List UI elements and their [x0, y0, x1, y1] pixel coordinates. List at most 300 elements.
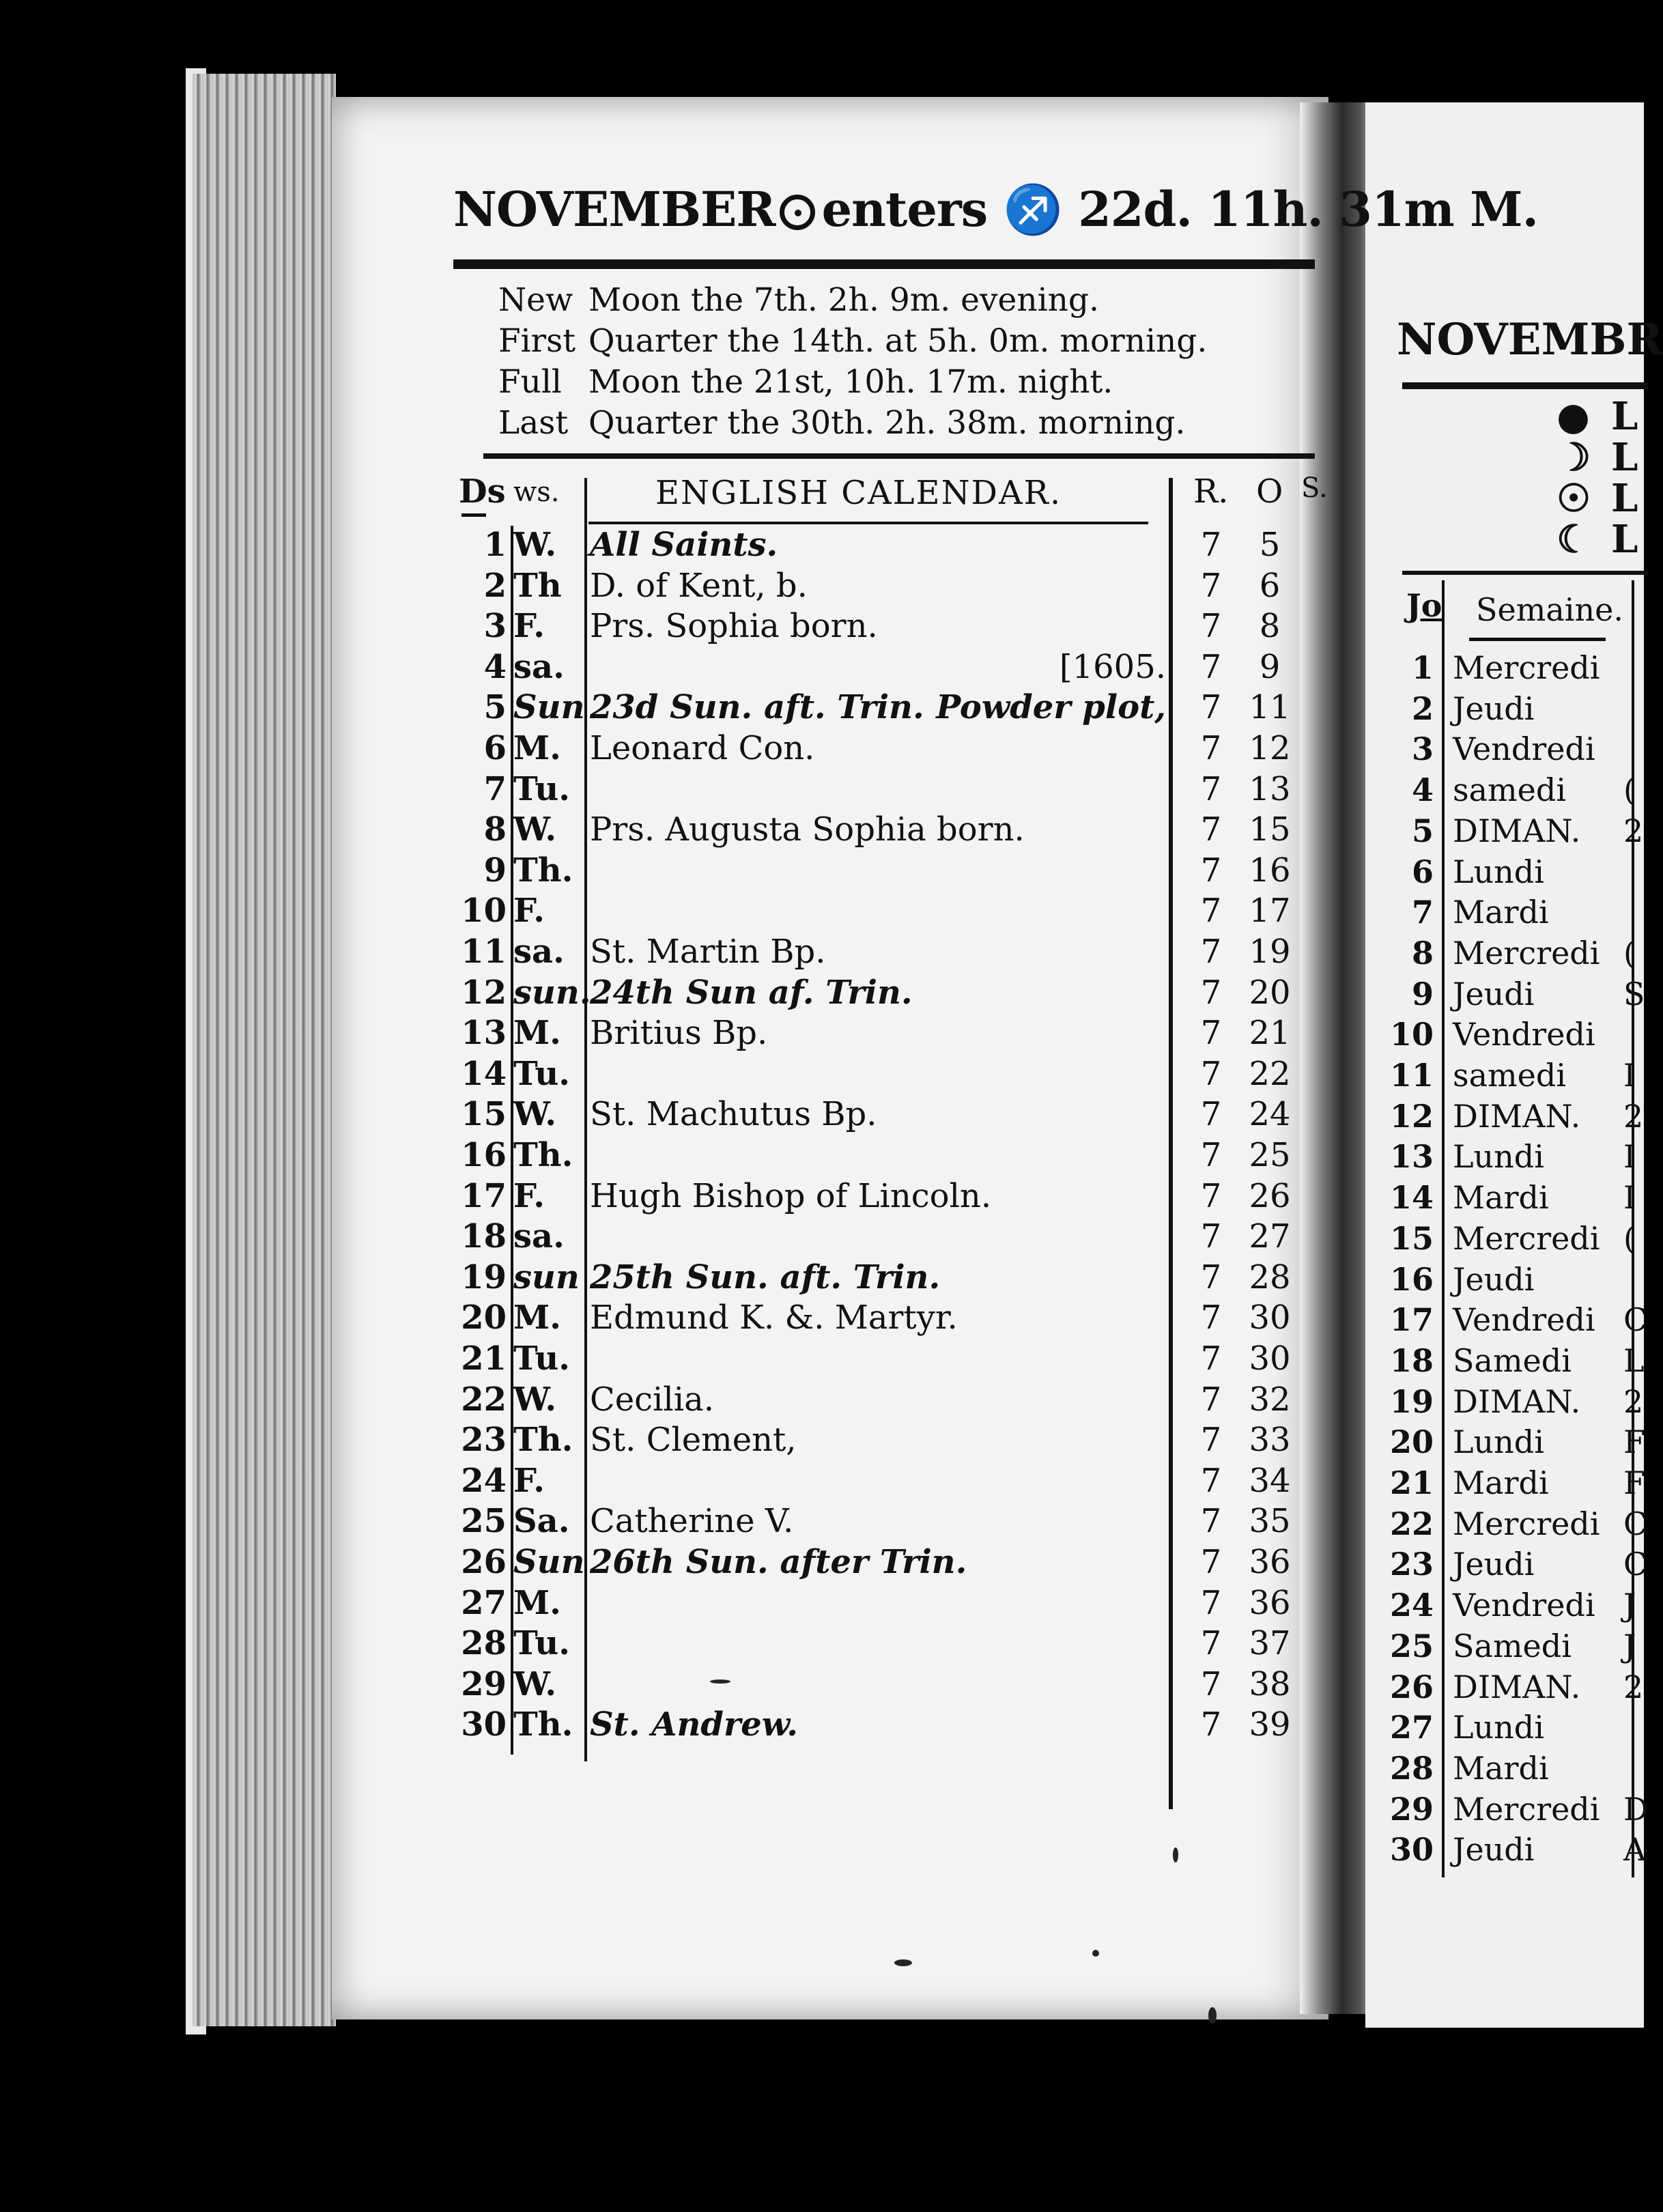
facing-day-number: 7: [1411, 894, 1434, 931]
facing-row: [1365, 647, 1644, 688]
sunrise-hour: 7: [1200, 647, 1222, 686]
weekday: W.: [513, 526, 557, 564]
ink-speck: [1208, 2007, 1217, 2024]
facing-row: [1365, 1259, 1644, 1300]
facing-row: [1365, 1421, 1644, 1462]
sunrise-minute: 26: [1249, 1176, 1291, 1215]
sunrise-hour: 7: [1200, 810, 1222, 849]
facing-moon-phase-icon: [1557, 517, 1638, 562]
calendar-row: [0, 1583, 1324, 1623]
calendar-row: [0, 850, 1324, 891]
facing-col-semaine: Semaine.: [1476, 591, 1623, 628]
facing-weekday: Jeudi: [1453, 1831, 1535, 1869]
moon-phase-first: First Quarter the 14th. at 5h. 0m. morning.: [498, 322, 1208, 360]
facing-cropped-text: I: [1623, 1057, 1636, 1094]
calendar-event: 23d Sun. aft. Trin.: [590, 688, 924, 727]
facing-row: [1365, 1789, 1649, 1830]
day-number: 23: [461, 1421, 507, 1460]
weekday: M.: [513, 1299, 561, 1337]
calendar-row: [0, 1176, 1324, 1217]
facing-cropped-text: J: [1623, 1587, 1636, 1624]
facing-day-number: 30: [1389, 1831, 1434, 1869]
weekday: sa.: [513, 647, 565, 686]
calendar-row: [0, 687, 1324, 728]
facing-weekday: Mercredi: [1453, 1790, 1600, 1828]
sunrise-hour: 7: [1200, 1502, 1222, 1541]
weekday: Th.: [513, 1136, 573, 1174]
weekday: Tu.: [513, 769, 570, 808]
facing-row: [1365, 1055, 1644, 1096]
facing-weekday: Mardi: [1453, 1749, 1549, 1787]
facing-weekday: Vendredi: [1453, 1301, 1595, 1339]
sunrise-minute: 39: [1249, 1705, 1291, 1744]
calendar-event: Prs. Augusta Sophia born.: [590, 810, 1025, 849]
day-number: 29: [461, 1664, 507, 1703]
moon-phase-icon: ☾: [1557, 517, 1591, 562]
facing-day-number: 20: [1389, 1423, 1434, 1461]
sunrise-minute: 30: [1249, 1299, 1291, 1337]
facing-cropped-text: 2: [1623, 812, 1644, 849]
calendar-row: [0, 1460, 1324, 1501]
facing-row: [1365, 1014, 1644, 1055]
day-number: 2: [483, 566, 507, 605]
facing-weekday: DIMAN.: [1453, 1382, 1581, 1420]
weekday: W.: [513, 1095, 557, 1134]
sunrise-minute: 38: [1249, 1664, 1291, 1703]
facing-weekday: DIMAN.: [1453, 812, 1581, 849]
header-rule: [453, 259, 1315, 269]
facing-moon-phase-icon: [1557, 394, 1638, 439]
facing-cropped-text: (: [1623, 1219, 1636, 1257]
facing-phase-letter: L: [1611, 435, 1638, 480]
facing-day-number: 29: [1389, 1790, 1434, 1828]
calendar-event-right: Powder plot,: [936, 688, 1166, 727]
day-number: 13: [461, 1014, 507, 1053]
calendar-row: [0, 1542, 1324, 1583]
day-number: 16: [461, 1136, 507, 1174]
calendar-row: [0, 1338, 1324, 1379]
calendar-event: St. Martin Bp.: [590, 933, 826, 971]
facing-cropped-text: 2: [1623, 1097, 1644, 1135]
facing-weekday: Jeudi: [1453, 975, 1535, 1012]
facing-row: [1365, 851, 1644, 892]
facing-row: [1365, 1218, 1644, 1259]
calendar-row: [0, 931, 1324, 972]
facing-weekday: Samedi: [1453, 1627, 1572, 1664]
facing-weekday: Mercredi: [1453, 649, 1600, 686]
day-number: 4: [483, 647, 507, 686]
day-number: 30: [461, 1705, 507, 1744]
calendar-event: Britius Bp.: [590, 1014, 768, 1053]
facing-day-number: 17: [1389, 1301, 1434, 1339]
facing-day-number: 9: [1411, 975, 1434, 1012]
facing-phase-letter: L: [1611, 476, 1638, 521]
facing-day-number: 25: [1389, 1627, 1434, 1664]
facing-row: [1365, 892, 1644, 933]
weekday: Sun: [513, 688, 585, 727]
facing-weekday: Vendredi: [1453, 731, 1595, 768]
sunrise-hour: 7: [1200, 526, 1222, 564]
weekday: M.: [513, 729, 561, 767]
weekday: sa.: [513, 1217, 565, 1256]
sunrise-minute: 33: [1249, 1421, 1291, 1460]
calendar-row: [0, 1094, 1324, 1135]
weekday: Th.: [513, 1705, 573, 1744]
day-number: 10: [461, 892, 507, 931]
sunrise-hour: 7: [1200, 1664, 1222, 1703]
sunrise-hour: 7: [1200, 1421, 1222, 1460]
facing-day-number: 8: [1411, 934, 1434, 972]
weekday: F.: [513, 892, 545, 931]
sun-enters-label: enters: [821, 181, 988, 238]
facing-weekday: Mardi: [1453, 1179, 1549, 1217]
facing-weekday: DIMAN.: [1453, 1668, 1581, 1705]
facing-weekday: Lundi: [1453, 853, 1544, 890]
phases-rule: [483, 453, 1315, 459]
facing-weekday: Vendredi: [1453, 1587, 1595, 1624]
sunrise-hour: 7: [1200, 607, 1222, 646]
col-header-o: O: [1256, 472, 1283, 511]
calendar-event: 24th Sun af. Trin.: [590, 973, 913, 1012]
sunrise-hour: 7: [1200, 1461, 1222, 1500]
facing-day-number: 2: [1411, 690, 1434, 727]
sunrise-minute: 11: [1249, 688, 1291, 727]
facing-phase-letter: L: [1611, 517, 1638, 562]
facing-cropped-text: C: [1623, 1505, 1648, 1542]
calendar-row: [0, 1501, 1324, 1542]
weekday: Th.: [513, 1421, 573, 1460]
weekday: W.: [513, 810, 557, 849]
sunrise-minute: 19: [1249, 933, 1291, 971]
calendar-row: [0, 972, 1324, 1013]
sunrise-hour: 7: [1200, 1299, 1222, 1337]
ink-speck: [1173, 1847, 1178, 1862]
facing-phase-letter: L: [1611, 394, 1638, 439]
facing-day-number: 24: [1389, 1587, 1434, 1624]
sunrise-minute: 6: [1259, 566, 1281, 605]
ingress-time: 22d. 11h. 31m M.: [1078, 181, 1538, 238]
right-page: [1365, 102, 1663, 2028]
sunrise-hour: 7: [1200, 688, 1222, 727]
facing-row: [1365, 728, 1644, 769]
facing-row: [1365, 1544, 1648, 1585]
weekday: Tu.: [513, 1624, 570, 1663]
facing-day-number: 1: [1411, 649, 1434, 686]
facing-row: [1365, 1667, 1644, 1707]
facing-col-rule: [1469, 638, 1606, 641]
weekday: M.: [513, 1014, 561, 1053]
facing-day-number: 4: [1411, 771, 1434, 809]
ink-speck: [1092, 1950, 1099, 1957]
sunrise-hour: 7: [1200, 1339, 1222, 1378]
facing-weekday: Mardi: [1453, 1464, 1549, 1501]
sunrise-minute: 9: [1259, 647, 1281, 686]
weekday: sun: [513, 1258, 580, 1296]
weekday: Th.: [513, 851, 573, 890]
sunrise-hour: 7: [1200, 1136, 1222, 1174]
facing-weekday: Lundi: [1453, 1138, 1544, 1176]
col-header-weekday: ws.: [513, 477, 560, 508]
day-number: 3: [483, 607, 507, 646]
weekday: Tu.: [513, 1054, 570, 1093]
facing-day-number: 15: [1389, 1219, 1434, 1257]
sunrise-minute: 22: [1249, 1054, 1291, 1093]
days-header-rule: [461, 513, 486, 517]
moon-phase-icon: ☽: [1557, 435, 1591, 480]
facing-day-number: 27: [1389, 1709, 1434, 1746]
day-number: 25: [461, 1502, 507, 1541]
facing-row: [1365, 1096, 1644, 1137]
facing-cropped-text: I: [1623, 1138, 1636, 1176]
calendar-event: All Saints.: [590, 526, 778, 564]
facing-row: [1365, 974, 1644, 1015]
sunrise-hour: 7: [1200, 1583, 1222, 1622]
col-header-calendar: ENGLISH CALENDAR.: [655, 474, 1062, 512]
facing-day-number: 21: [1389, 1464, 1434, 1501]
calendar-row: [0, 1216, 1324, 1257]
sunrise-hour: 7: [1200, 729, 1222, 767]
day-number: 15: [461, 1095, 507, 1134]
calendar-event-right: [1605.: [1059, 647, 1166, 686]
sunrise-hour: 7: [1200, 1258, 1222, 1296]
calendar-row: [0, 1135, 1324, 1176]
facing-day-number: 5: [1411, 812, 1434, 849]
sunrise-hour: 7: [1200, 1624, 1222, 1663]
sunrise-minute: 17: [1249, 892, 1291, 931]
facing-day-number: 6: [1411, 853, 1434, 890]
day-number: 20: [461, 1299, 507, 1337]
moon-phase-new: New Moon the 7th. 2h. 9m. evening.: [498, 281, 1099, 319]
weekday: F.: [513, 1461, 545, 1500]
facing-row: [1365, 769, 1644, 810]
calendar-event: Prs. Sophia born.: [590, 607, 878, 646]
day-number: 28: [461, 1624, 507, 1663]
facing-day-number: 16: [1389, 1260, 1434, 1298]
sunrise-hour: 7: [1200, 1176, 1222, 1215]
day-number: 1: [483, 526, 507, 564]
facing-cropped-text: (: [1623, 934, 1636, 972]
facing-page-header: NOVEMBR: [1397, 314, 1663, 365]
facing-cropped-text: 2: [1623, 1382, 1644, 1420]
facing-cropped-text: 2: [1623, 1668, 1644, 1705]
moon-phase-full: Full Moon the 21st, 10h. 17m. night.: [498, 363, 1113, 401]
moon-phase-icon: ☉: [1557, 476, 1591, 521]
calendar-event: St. Clement,: [590, 1421, 797, 1460]
sunrise-minute: 25: [1249, 1136, 1291, 1174]
facing-table-rule: [1402, 571, 1648, 575]
moon-phase-last: Last Quarter the 30th. 2h. 38m. morning.: [498, 404, 1186, 442]
day-number: 22: [461, 1380, 507, 1419]
col-header-s: S.: [1301, 472, 1328, 504]
sunrise-hour: 7: [1200, 566, 1222, 605]
facing-cropped-text: C: [1623, 1301, 1648, 1339]
sunrise-hour: 7: [1200, 1014, 1222, 1053]
facing-row: [1365, 810, 1644, 851]
day-number: 26: [461, 1543, 507, 1581]
sunrise-minute: 5: [1259, 526, 1281, 564]
sunrise-hour: 7: [1200, 933, 1222, 971]
facing-day-number: 18: [1389, 1342, 1434, 1379]
sunrise-minute: 36: [1249, 1583, 1291, 1622]
facing-row: [1365, 1503, 1648, 1544]
facing-day-number: 13: [1389, 1138, 1434, 1176]
day-number: 11: [461, 933, 507, 971]
facing-weekday: samedi: [1453, 771, 1567, 809]
day-number: 5: [483, 688, 507, 727]
sunrise-minute: 35: [1249, 1502, 1291, 1541]
sunrise-minute: 37: [1249, 1624, 1291, 1663]
moon-phases: [498, 280, 1207, 444]
day-number: 6: [483, 729, 507, 767]
sunrise-minute: 20: [1249, 973, 1291, 1012]
sunrise-minute: 15: [1249, 810, 1291, 849]
sunrise-minute: 12: [1249, 729, 1291, 767]
sunrise-minute: 13: [1249, 769, 1291, 808]
facing-row: [1365, 1299, 1648, 1340]
sunrise-hour: 7: [1200, 892, 1222, 931]
sunrise-minute: 36: [1249, 1543, 1291, 1581]
facing-moon-phase-icon: [1557, 476, 1638, 521]
facing-header-rule: [1402, 382, 1648, 389]
facing-day-number: 12: [1389, 1097, 1434, 1135]
sunrise-hour: 7: [1200, 1705, 1222, 1744]
sunrise-minute: 21: [1249, 1014, 1291, 1053]
facing-weekday: Jeudi: [1453, 1546, 1535, 1583]
weekday: Sun: [513, 1543, 585, 1581]
facing-day-number: 11: [1389, 1057, 1434, 1094]
facing-row: [1365, 1829, 1647, 1870]
facing-day-number: 23: [1389, 1546, 1434, 1583]
facing-weekday: Jeudi: [1453, 690, 1535, 727]
sunrise-minute: 32: [1249, 1380, 1291, 1419]
facing-cropped-text: I: [1623, 1179, 1636, 1217]
facing-cropped-text: A: [1623, 1831, 1647, 1869]
facing-weekday: DIMAN.: [1453, 1097, 1581, 1135]
calendar-row: [0, 1053, 1324, 1094]
facing-day-number: 26: [1389, 1668, 1434, 1705]
calendar-event: St. Andrew.: [590, 1705, 798, 1744]
facing-cropped-text: F: [1623, 1464, 1645, 1501]
col-header-days: Ds: [459, 472, 506, 511]
day-number: 14: [461, 1054, 507, 1093]
facing-row: [1365, 1136, 1644, 1177]
facing-day-number: 28: [1389, 1749, 1434, 1787]
sunrise-hour: 7: [1200, 851, 1222, 890]
calendar-row: [0, 1704, 1324, 1745]
facing-day-number: 19: [1389, 1382, 1434, 1420]
sunrise-minute: 24: [1249, 1095, 1291, 1134]
calendar-row: [0, 565, 1324, 606]
facing-weekday: samedi: [1453, 1057, 1567, 1094]
calendar-row: [0, 647, 1324, 687]
facing-row: [1365, 1707, 1644, 1748]
weekday: F.: [513, 1176, 545, 1215]
calendar-event: Leonard Con.: [590, 729, 815, 767]
facing-cropped-text: D: [1623, 1790, 1649, 1828]
facing-row: [1365, 1381, 1644, 1422]
calendar-event: Hugh Bishop of Lincoln.: [590, 1176, 992, 1215]
calendar-event: Cecilia.: [590, 1380, 714, 1419]
day-number: 9: [483, 851, 507, 890]
weekday: Th: [513, 566, 562, 605]
facing-cropped-text: F: [1623, 1423, 1645, 1461]
calendar-row: [0, 1297, 1324, 1338]
calendar-event: St. Machutus Bp.: [590, 1095, 877, 1134]
sunrise-minute: 30: [1249, 1339, 1291, 1378]
sunrise-minute: 27: [1249, 1217, 1291, 1256]
sunrise-hour: 7: [1200, 1380, 1222, 1419]
facing-row: [1365, 688, 1644, 729]
facing-weekday: Mardi: [1453, 894, 1549, 931]
sunrise-hour: 7: [1200, 1095, 1222, 1134]
facing-day-number: 3: [1411, 731, 1434, 768]
sunrise-hour: 7: [1200, 1054, 1222, 1093]
calendar-event: D. of Kent, b.: [590, 566, 808, 605]
calendar-row: [0, 1623, 1324, 1664]
calendar-row: [0, 1664, 1324, 1705]
facing-weekday: Mercredi: [1453, 1505, 1600, 1542]
calendar-row: [0, 524, 1324, 565]
facing-row: [1365, 1462, 1644, 1503]
day-number: 24: [461, 1461, 507, 1500]
facing-weekday: Lundi: [1453, 1709, 1544, 1746]
day-number: 18: [461, 1217, 507, 1256]
day-number: 17: [461, 1176, 507, 1215]
day-number: 7: [483, 769, 507, 808]
calendar-row: [0, 1379, 1324, 1420]
sun-icon: [780, 195, 815, 230]
sunrise-minute: 16: [1249, 851, 1291, 890]
sunrise-hour: 7: [1200, 1543, 1222, 1581]
day-number: 19: [461, 1258, 507, 1296]
weekday: Tu.: [513, 1339, 570, 1378]
facing-weekday: Mercredi: [1453, 934, 1600, 972]
col-header-rises: R.: [1193, 472, 1229, 511]
calendar-row: [0, 1257, 1324, 1298]
facing-row: [1365, 1748, 1644, 1789]
calendar-event: Catherine V.: [590, 1502, 794, 1541]
day-number: 8: [483, 810, 507, 849]
sagittarius-icon: ♐: [1003, 181, 1062, 238]
day-number: 12: [461, 973, 507, 1012]
facing-row: [1365, 1177, 1644, 1218]
weekday: sun.: [513, 973, 591, 1012]
page-header: [453, 181, 1538, 238]
facing-cropped-text: J: [1623, 1627, 1636, 1664]
calendar-row: [0, 728, 1324, 769]
facing-cropped-text: (: [1623, 771, 1636, 809]
calendar-row: [0, 890, 1324, 931]
calendar-row: [0, 809, 1324, 850]
day-number: 27: [461, 1583, 507, 1622]
facing-row: [1365, 1585, 1644, 1626]
facing-day-number: 14: [1389, 1179, 1434, 1217]
facing-cropped-text: C: [1623, 1546, 1648, 1583]
sunrise-hour: 7: [1200, 1217, 1222, 1256]
calendar-event: 26th Sun. after Trin.: [590, 1543, 967, 1581]
facing-weekday: Mercredi: [1453, 1219, 1600, 1257]
facing-row: [1365, 1626, 1644, 1667]
facing-row: [1365, 1340, 1644, 1381]
day-number: 21: [461, 1339, 507, 1378]
facing-moon-phase-icon: [1557, 435, 1638, 480]
calendar-event: Edmund K. &. Martyr.: [590, 1299, 958, 1337]
sunrise-hour: 7: [1200, 769, 1222, 808]
sunrise-minute: 8: [1259, 607, 1281, 646]
weekday: W.: [513, 1380, 557, 1419]
weekday: W.: [513, 1664, 557, 1703]
month-title: NOVEMBER: [453, 181, 776, 238]
